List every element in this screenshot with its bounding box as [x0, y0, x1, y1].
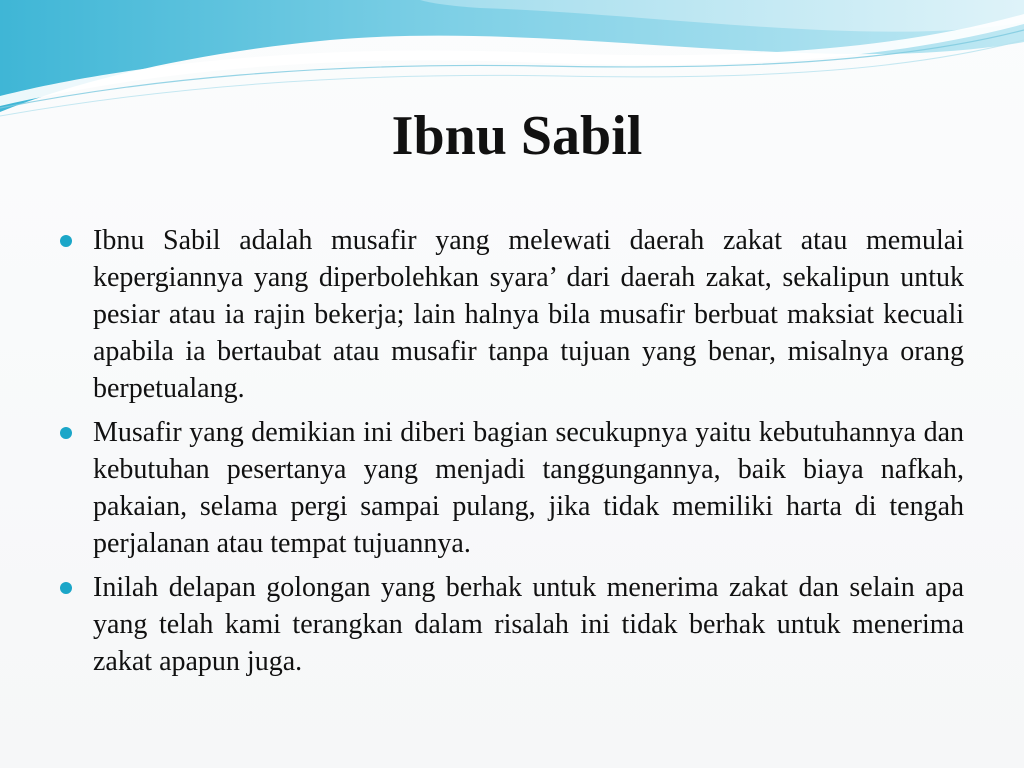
bullet-item: [60, 414, 964, 562]
bullet-item: [60, 569, 964, 680]
bullet-text: Musafir yang demikian ini diberi bagian secukupnya yaitu kebutuhannya dan kebutuhan pesertanya yang menjadi tanggungannya, baik biaya nafkah, pakaian, selama pergi sampai pulang, jika tidak memiliki harta di tengah perjalanan atau tempat tujuannya.: [93, 417, 964, 559]
bullet-text: Inilah delapan golongan yang berhak untuk menerima zakat dan selain apa yang telah kami terangkan dalam risalah ini tidak berhak untuk menerima zakat apapun juga.: [93, 572, 964, 677]
bullet-item: [60, 222, 964, 407]
slide-title: Ibnu Sabil: [391, 105, 643, 167]
bullet-list: [60, 222, 964, 687]
bullet-text: Ibnu Sabil adalah musafir yang melewati daerah zakat atau memulai kepergiannya yang diperbolehkan syara’ dari daerah zakat, sekalipun untuk pesiar atau ia rajin bekerja; lain halnya bila musafir berbuat maksiat kecuali apabila ia bertaubat atau musafir tanpa tujuan yang benar, misalnya orang berpetualang.: [93, 225, 964, 404]
bullet-dot-icon: [60, 427, 72, 439]
bullet-dot-icon: [60, 582, 72, 594]
bullet-dot-icon: [60, 235, 72, 247]
